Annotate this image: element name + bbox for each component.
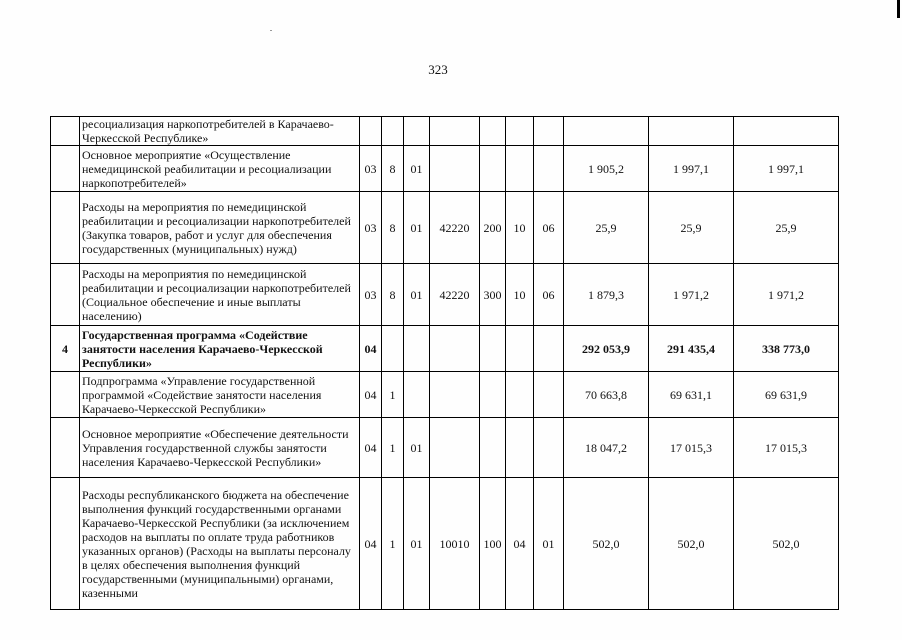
- section-code: 10: [506, 192, 534, 264]
- amount-year-1: 292 053,9: [564, 326, 649, 372]
- activity-code: [404, 326, 430, 372]
- table-row: [51, 117, 839, 146]
- page-edge-mark: [897, 0, 900, 18]
- amount-year-2: 69 631,1: [649, 372, 734, 418]
- program-code: 04: [360, 418, 382, 478]
- row-number: [51, 418, 80, 478]
- activity-code: [404, 117, 430, 146]
- activity-code: 01: [404, 478, 430, 610]
- direction-code: 42220: [430, 264, 480, 326]
- subprogram-code: 1: [382, 418, 404, 478]
- row-number: [51, 192, 80, 264]
- direction-code: 42220: [430, 192, 480, 264]
- amount-year-2: 1 971,2: [649, 264, 734, 326]
- table-row: [51, 372, 839, 418]
- amount-year-3: 25,9: [734, 192, 839, 264]
- subprogram-code: 8: [382, 264, 404, 326]
- amount-year-3: 502,0: [734, 478, 839, 610]
- program-code: 03: [360, 146, 382, 192]
- table-row: [51, 192, 839, 264]
- amount-year-3: 1 997,1: [734, 146, 839, 192]
- subsection-code: [534, 418, 564, 478]
- expense-name: Основное мероприятие «Обеспечение деятельности Управления государственной службы занятости населения Карачаево-Черкесской Республики»: [80, 418, 360, 478]
- subprogram-code: 1: [382, 372, 404, 418]
- subsection-code: [534, 372, 564, 418]
- section-code: [506, 117, 534, 146]
- table-row: [51, 478, 839, 610]
- program-code: 03: [360, 264, 382, 326]
- program-code: 04: [360, 478, 382, 610]
- row-number: [51, 146, 80, 192]
- table-row: [51, 146, 839, 192]
- expense-type-code: [480, 326, 506, 372]
- program-code: 04: [360, 372, 382, 418]
- direction-code: [430, 372, 480, 418]
- activity-code: [404, 372, 430, 418]
- direction-code: [430, 146, 480, 192]
- activity-code: 01: [404, 264, 430, 326]
- expense-type-code: [480, 418, 506, 478]
- section-code: [506, 418, 534, 478]
- scan-speck: [270, 30, 272, 31]
- section-code: [506, 326, 534, 372]
- expense-name: Расходы на мероприятия по немедицинской реабилитации и ресоциализации наркопотребителей (Социальное обеспечение и иные выплаты населению): [80, 264, 360, 326]
- amount-year-1: 1 879,3: [564, 264, 649, 326]
- activity-code: 01: [404, 192, 430, 264]
- amount-year-3: 17 015,3: [734, 418, 839, 478]
- amount-year-3: 1 971,2: [734, 264, 839, 326]
- subsection-code: [534, 326, 564, 372]
- row-number: [51, 478, 80, 610]
- section-code: [506, 372, 534, 418]
- expense-type-code: [480, 146, 506, 192]
- expense-name: Расходы республиканского бюджета на обеспечение выполнения функций государственными органами Карачаево-Черкесской Республики (за исключением расходов на выплаты по оплате труда работников указанных органов) (Расходы на выплаты персоналу в целях обеспечения выполнения функций государственными (муниципальными) органами, казенными: [80, 478, 360, 610]
- section-code: [506, 146, 534, 192]
- subprogram-code: [382, 117, 404, 146]
- program-code: 04: [360, 326, 382, 372]
- row-number: [51, 372, 80, 418]
- subprogram-code: 8: [382, 146, 404, 192]
- amount-year-2: 25,9: [649, 192, 734, 264]
- amount-year-3: [734, 117, 839, 146]
- amount-year-1: 502,0: [564, 478, 649, 610]
- amount-year-1: 1 905,2: [564, 146, 649, 192]
- budget-table: [50, 116, 839, 610]
- activity-code: 01: [404, 146, 430, 192]
- expense-name: Основное мероприятие «Осуществление немедицинской реабилитации и ресоциализации наркопотребителей»: [80, 146, 360, 192]
- expense-name: ресоциализация наркопотребителей в Карачаево-Черкесской Республике»: [80, 117, 360, 146]
- amount-year-2: 17 015,3: [649, 418, 734, 478]
- subsection-code: [534, 117, 564, 146]
- section-code: 04: [506, 478, 534, 610]
- expense-type-code: [480, 117, 506, 146]
- direction-code: 10010: [430, 478, 480, 610]
- expense-name: Подпрограмма «Управление государственной программой «Содействие занятости населения Карачаево-Черкесской Республики»: [80, 372, 360, 418]
- amount-year-3: 69 631,9: [734, 372, 839, 418]
- row-number: [51, 264, 80, 326]
- subsection-code: 06: [534, 192, 564, 264]
- section-code: 10: [506, 264, 534, 326]
- amount-year-2: 1 997,1: [649, 146, 734, 192]
- row-number: 4: [51, 326, 80, 372]
- expense-type-code: 100: [480, 478, 506, 610]
- expense-type-code: [480, 372, 506, 418]
- amount-year-1: 18 047,2: [564, 418, 649, 478]
- subsection-code: 06: [534, 264, 564, 326]
- subsection-code: 01: [534, 478, 564, 610]
- expense-type-code: 200: [480, 192, 506, 264]
- program-code: [360, 117, 382, 146]
- direction-code: [430, 326, 480, 372]
- subprogram-code: 8: [382, 192, 404, 264]
- expense-name: Расходы на мероприятия по немедицинской реабилитации и ресоциализации наркопотребителей (Закупка товаров, работ и услуг для обеспечения государственных (муниципальных) нужд): [80, 192, 360, 264]
- subsection-code: [534, 146, 564, 192]
- amount-year-2: 291 435,4: [649, 326, 734, 372]
- amount-year-2: [649, 117, 734, 146]
- table-row: [51, 264, 839, 326]
- page-number: 323: [428, 62, 448, 77]
- subprogram-code: [382, 326, 404, 372]
- expense-name: Государственная программа «Содействие занятости населения Карачаево-Черкесской Республики»: [80, 326, 360, 372]
- amount-year-2: 502,0: [649, 478, 734, 610]
- amount-year-3: 338 773,0: [734, 326, 839, 372]
- table-row: [51, 418, 839, 478]
- subprogram-code: 1: [382, 478, 404, 610]
- amount-year-1: [564, 117, 649, 146]
- table-row: [51, 326, 839, 372]
- direction-code: [430, 117, 480, 146]
- row-number: [51, 117, 80, 146]
- amount-year-1: 70 663,8: [564, 372, 649, 418]
- direction-code: [430, 418, 480, 478]
- expense-type-code: 300: [480, 264, 506, 326]
- program-code: 03: [360, 192, 382, 264]
- activity-code: 01: [404, 418, 430, 478]
- amount-year-1: 25,9: [564, 192, 649, 264]
